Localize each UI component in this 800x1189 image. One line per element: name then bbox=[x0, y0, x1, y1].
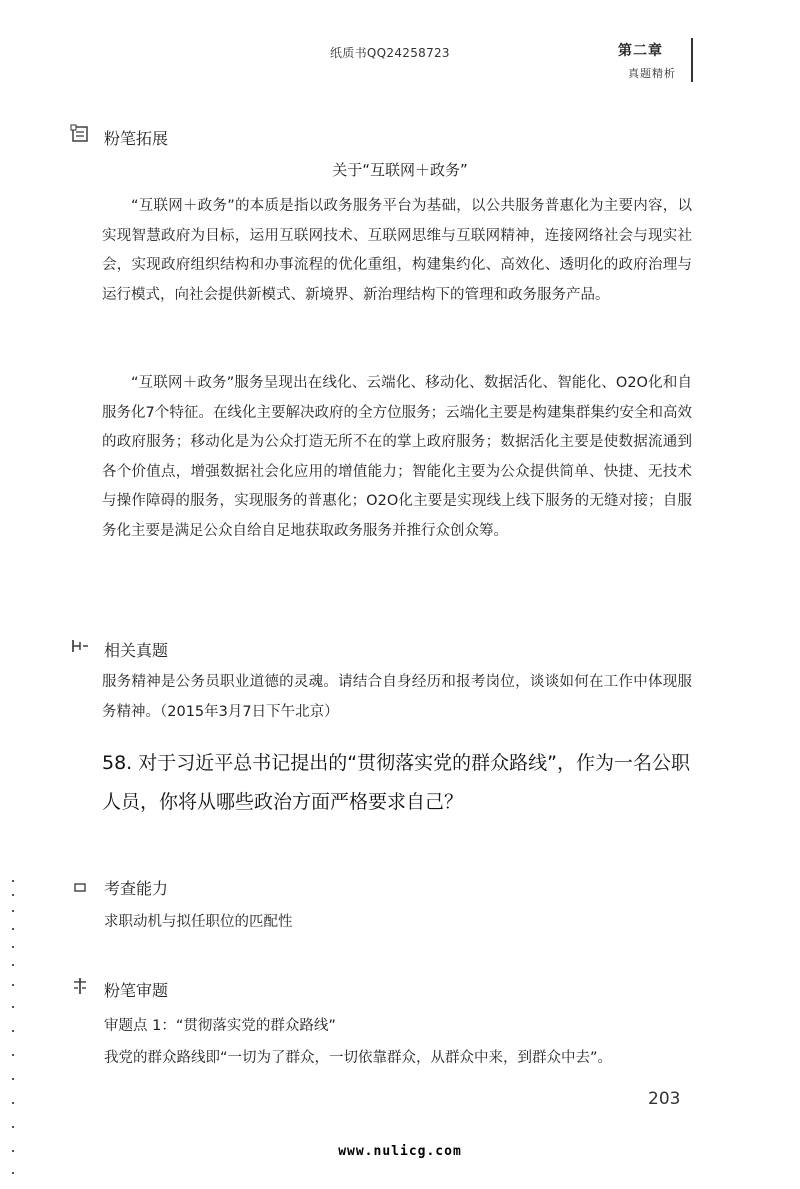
extend-paragraph: “互联网＋政务”的本质是指以政务服务平台为基础，以公共服务普惠化为主要内容，以实现智慧政府为目标，运用互联网技术、互联网思维与互联网精神，连接网络社会与现实社会，实现政府组织结构和办事流程的优化重组，构建集约化、高效化、透明化的政府治理与运行模式，向社会提供新模式、新境界、新治理结构下的管理和政务服务产品。 bbox=[102, 198, 692, 303]
review-text: 我党的群众路线即“一切为了群众，一切依靠群众，从群众中来，到群众中去”。 bbox=[104, 1050, 613, 1066]
header-divider bbox=[691, 38, 693, 82]
related-question: 服务精神是公务员职业道德的灵魂。请结合自身经历和报考岗位，谈谈如何在工作中体现服务精神。（2015年3月7日下午北京） bbox=[102, 674, 692, 720]
ability-title: 考查能力 bbox=[104, 879, 169, 898]
related-title: 相关真题 bbox=[104, 641, 169, 660]
extend-title: 粉笔拓展 bbox=[104, 129, 169, 148]
ability-icon bbox=[72, 879, 88, 899]
extend-icon bbox=[70, 124, 90, 148]
page-number: 203 bbox=[648, 1089, 681, 1109]
review-title: 粉笔审题 bbox=[104, 981, 169, 1000]
footer-url: www.nulicg.com bbox=[338, 1144, 462, 1159]
header-watermark: 纸质书QQ24258723 bbox=[330, 46, 450, 60]
review-icon bbox=[70, 976, 90, 1000]
margin-dots bbox=[12, 880, 15, 1180]
chapter-title: 第二章 bbox=[618, 43, 663, 59]
extend-paragraph: “互联网＋政务”服务呈现出在线化、云端化、移动化、数据活化、智能化、O2O化和自服务化7个特征。在线化主要解决政府的全方位服务；云端化主要是构建集群集约安全和高效的政府服务；移动化是为公众打造无所不在的掌上政府服务；数据活化主要是使数据流通到各个价值点，增强数据社会化应用的增值能力；智能化主要为公众提供简单、快捷、无技术与操作障碍的服务，实现服务的普惠化；O2O化主要是实现线上线下服务的无缝对接；自服务化主要是满足公众自给自足地获取政务服务并推行众创众筹。 bbox=[102, 375, 692, 539]
ability-text: 求职动机与拟任职位的匹配性 bbox=[104, 914, 293, 930]
related-icon bbox=[70, 636, 90, 660]
question-58: 58. 对于习近平总书记提出的“贯彻落实党的群众路线”，作为一名公职人员，你将从哪些政治方面严格要求自己？ bbox=[102, 752, 690, 813]
extend-subtitle: 关于“互联网＋政务” bbox=[332, 161, 468, 179]
review-point: 审题点 1：“贯彻落实党的群众路线” bbox=[104, 1018, 336, 1034]
chapter-subtitle: 真题精析 bbox=[628, 67, 676, 80]
